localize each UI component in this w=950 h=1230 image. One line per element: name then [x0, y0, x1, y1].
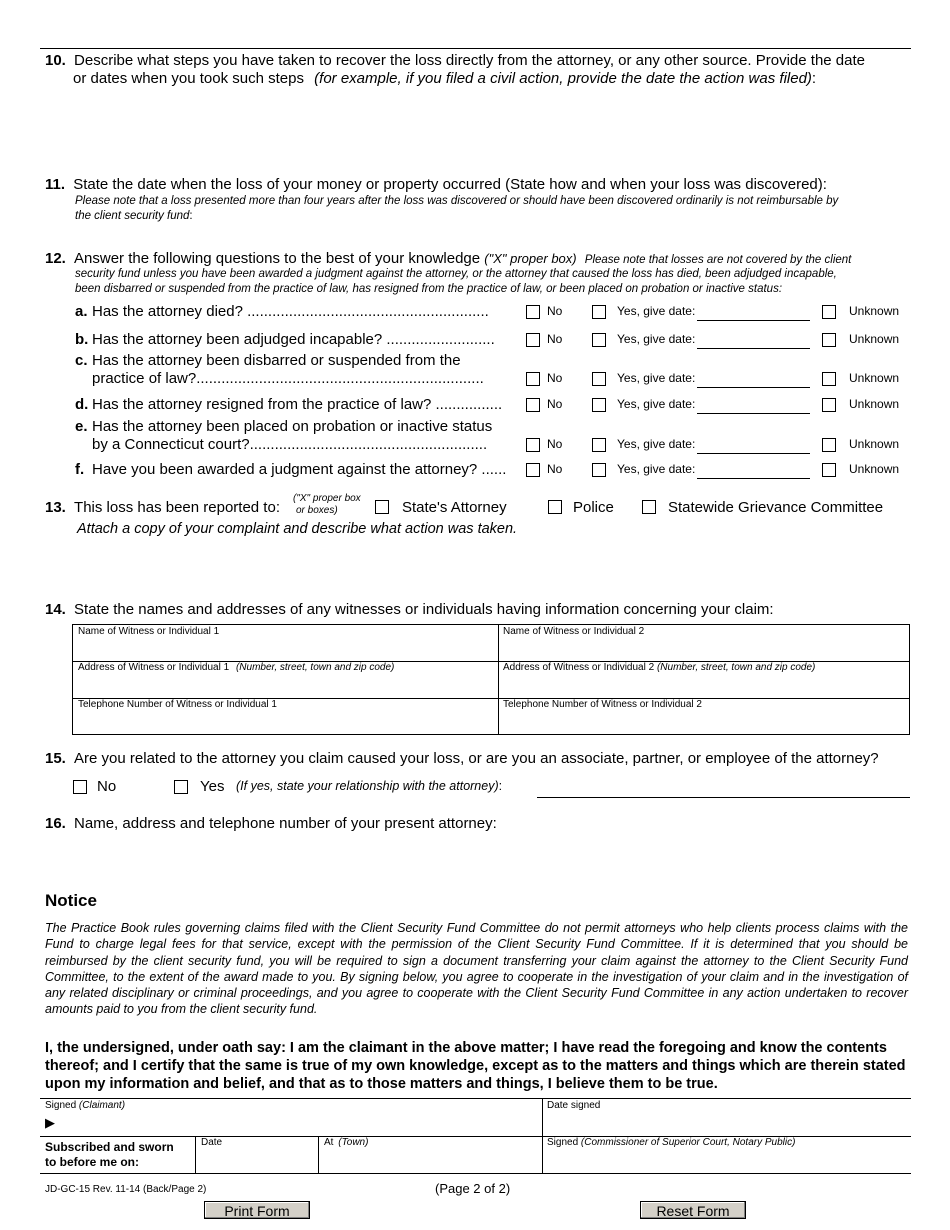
q13-states-attorney-label: State's Attorney — [402, 499, 507, 516]
q12-date-input[interactable] — [697, 477, 810, 479]
q16-number: 16. — [45, 815, 66, 832]
claimant-signature-input[interactable] — [60, 1112, 538, 1134]
q12-note — [75, 267, 925, 297]
print-form-button[interactable]: Print Form — [204, 1201, 310, 1219]
q15-no-label: No — [97, 778, 117, 795]
q12-note-c: been disbarred or suspended from the practice of law, has resigned from the practice of law, or been placed on probation or inactive status: — [75, 283, 783, 295]
question-11 — [45, 176, 915, 194]
q12-item-letter: f. — [75, 461, 85, 478]
witness-addr-1-text: Address of Witness or Individual 1 — [78, 662, 230, 673]
q13-grievance-label: Statewide Grievance Committee — [668, 499, 884, 516]
q12-no-label: No — [547, 371, 563, 385]
q12-unknown-label: Unknown — [849, 371, 900, 385]
q12-number: 12. — [45, 250, 66, 267]
q12-yes-label: Yes, give date: — [617, 462, 696, 476]
sig-bottom-rule — [40, 1173, 911, 1174]
q12-item-letter: a. — [75, 303, 88, 320]
q15-yes-label: Yes — [200, 778, 225, 795]
town-text: (Town) — [338, 1137, 369, 1148]
q10-colon: : — [811, 70, 817, 87]
q12-yes-checkbox[interactable] — [592, 463, 606, 477]
q13-police-label: Police — [573, 499, 614, 516]
question-15 — [45, 750, 879, 768]
date-signed-input[interactable] — [546, 1112, 906, 1134]
q12-date-input[interactable] — [697, 347, 810, 349]
q10-text2a: or dates when you took such steps — [73, 70, 304, 87]
q12-no-label: No — [547, 397, 563, 411]
q11-note — [75, 194, 915, 224]
commissioner-signature-input[interactable] — [546, 1150, 906, 1171]
q14-text: State the names and addresses of any witnesses or individuals having information concerning your claim: — [74, 601, 774, 618]
q12-item-question: Has the attorney resigned from the practice of law? ................ — [92, 396, 503, 413]
q12-unknown-checkbox[interactable] — [822, 305, 836, 319]
witness-divider-v — [498, 625, 499, 735]
subscribed-line2: to before me on: — [45, 1155, 140, 1169]
signed-claimant-label — [45, 1100, 125, 1111]
q12-proper-box: ("X" proper box) — [484, 251, 577, 266]
q13-states-attorney-checkbox[interactable] — [375, 500, 389, 514]
witness-addr-2-text: Address of Witness or Individual 2 — [503, 662, 655, 673]
form-id: JD-GC-15 Rev. 11-14 (Back/Page 2) — [45, 1184, 207, 1195]
q15-text: Are you related to the attorney you claim caused your loss, or are you an associate, partner, or employee of the attorney? — [74, 750, 879, 767]
witness-addr-2-input[interactable] — [501, 675, 907, 695]
q12-date-input[interactable] — [697, 319, 810, 321]
sig-divider-town — [318, 1136, 319, 1174]
q12-no-checkbox[interactable] — [526, 333, 540, 347]
q12-yes-label: Yes, give date: — [617, 304, 696, 318]
sig-divider-main — [542, 1098, 543, 1174]
q12-unknown-label: Unknown — [849, 304, 900, 318]
q12-item-letter: b. — [75, 331, 89, 348]
q12-item-letter: c. — [75, 352, 88, 369]
q12-yes-checkbox[interactable] — [592, 305, 606, 319]
witness-addr-1-input[interactable] — [75, 675, 495, 695]
q16-text: Name, address and telephone number of your present attorney: — [74, 815, 497, 832]
q15-relationship-input[interactable] — [537, 796, 910, 798]
q12-item-question-cont: by a Connecticut court?......................................................... — [92, 436, 488, 453]
q12-yes-label: Yes, give date: — [617, 371, 696, 385]
q13-hint1: ("X" proper box — [293, 493, 361, 504]
reset-form-button[interactable]: Reset Form — [640, 1201, 746, 1219]
sworn-town-input[interactable] — [321, 1150, 539, 1171]
witness-table — [72, 624, 910, 735]
q12-date-input[interactable] — [697, 452, 810, 454]
witness-name-1-input[interactable] — [75, 639, 495, 659]
witness-tel-1-label: Telephone Number of Witness or Individual 1 — [78, 699, 277, 710]
sworn-date-label: Date — [201, 1137, 223, 1148]
q13-police-checkbox[interactable] — [548, 500, 562, 514]
q12-date-input[interactable] — [697, 412, 810, 414]
q13-grievance-checkbox[interactable] — [642, 500, 656, 514]
claimant-text: (Claimant) — [78, 1100, 126, 1111]
question-16 — [45, 815, 497, 833]
question-13 — [45, 499, 280, 517]
q15-no-checkbox[interactable] — [73, 780, 87, 794]
q12-yes-checkbox[interactable] — [592, 372, 606, 386]
q12-item-question: Has the attorney been placed on probation or inactive status — [92, 418, 493, 435]
sig-divider-date — [195, 1136, 196, 1174]
q12-note-a: Please note that losses are not covered by the client — [584, 254, 852, 266]
q12-no-label: No — [547, 304, 563, 318]
q15-yes-checkbox[interactable] — [174, 780, 188, 794]
q12-yes-checkbox[interactable] — [592, 333, 606, 347]
witness-addr-2-hint: (Number, street, town and zip code) — [656, 662, 816, 673]
q11-note1: Please note that a loss presented more than four years after the loss was discovered or should have been discovered ordinarily is not reimbursable by — [75, 195, 839, 207]
sig-top-rule — [40, 1098, 911, 1099]
notice-body: The Practice Book rules governing claims filed with the Client Security Fund Committee do not permit attorneys who help clients process claims with the Fund to charge legal fees for that service, except with the permission of the Client Security Fund Committee. If it is determined that you should be reimbursed by the client security fund, you will be required to sign a document transferring your claim against the attorney to the Client Security Fund Committee, to the extent of the award made to you. By signing below, you agree to cooperate in the investigation of your claim and in the investigation of any related disciplinary or criminal proceedings, and you agree to cooperate with the Client Security Fund Committee in any action undertaken to recover amounts paid to you from the client security fund. — [45, 921, 908, 1017]
q12-no-label: No — [547, 462, 563, 476]
q15-hint-text: (If yes, state your relationship with the attorney) — [236, 779, 499, 793]
witness-name-2-input[interactable] — [501, 639, 907, 659]
q12-item-question: Has the attorney died? .......................................................... — [92, 303, 489, 320]
signature-arrow-icon: ▶ — [45, 1115, 55, 1130]
q11-note2: the client security fund — [75, 210, 190, 222]
q12-item-letter: e. — [75, 418, 88, 435]
q10-text2b: (for example, if you filed a civil action, provide the date the action was filed) — [314, 70, 812, 87]
q12-unknown-checkbox[interactable] — [822, 463, 836, 477]
notice-title: Notice — [45, 891, 97, 910]
date-signed-label: Date signed — [547, 1100, 601, 1111]
top-rule — [40, 48, 911, 49]
q12-yes-label: Yes, give date: — [617, 437, 696, 451]
page-number: (Page 2 of 2) — [435, 1181, 511, 1196]
witness-tel-2-label: Telephone Number of Witness or Individual 2 — [503, 699, 702, 710]
q12-no-label: No — [547, 332, 563, 346]
question-10-line2 — [73, 70, 923, 88]
q12-item-question: Has the attorney been disbarred or suspended from the — [92, 352, 461, 369]
witness-name-1-label: Name of Witness or Individual 1 — [78, 626, 220, 637]
commissioner-text: (Commissioner of Superior Court, Notary Public) — [580, 1137, 796, 1148]
q12-yes-checkbox[interactable] — [592, 438, 606, 452]
sworn-town-label — [324, 1137, 368, 1148]
q11-note2-colon: : — [189, 210, 193, 222]
q12-unknown-label: Unknown — [849, 332, 900, 346]
witness-tel-1-input[interactable] — [75, 712, 495, 732]
q14-number: 14. — [45, 601, 66, 618]
q12-no-label: No — [547, 437, 563, 451]
q12-unknown-label: Unknown — [849, 397, 900, 411]
oath-statement: I, the undersigned, under oath say: I am the claimant in the above matter; I have read the foregoing and know the contents thereof; and I certify that the same is true of my own knowledge, except as to the matters and things which are therein stated upon my information and belief, and that as to those matters and things, I believe them to be true. — [45, 1040, 906, 1092]
q11-text: State the date when the loss of your money or property occurred (State how and when your loss was discovered): — [73, 176, 827, 193]
witness-addr-2-label — [503, 662, 815, 673]
q12-yes-label: Yes, give date: — [617, 397, 696, 411]
witness-name-2-label: Name of Witness or Individual 2 — [503, 626, 645, 637]
q15-hint — [236, 779, 502, 793]
signed2-text: Signed — [547, 1137, 579, 1148]
q12-unknown-checkbox[interactable] — [822, 333, 836, 347]
q13-attach: Attach a copy of your complaint and describe what action was taken. — [77, 521, 518, 537]
q12-unknown-label: Unknown — [849, 462, 900, 476]
commissioner-label — [547, 1137, 795, 1148]
q12-note-b: security fund unless you have been awarded a judgment against the attorney, or the attorney that caused the loss has died, been adjudged incapable, — [75, 268, 837, 280]
q12-unknown-checkbox[interactable] — [822, 372, 836, 386]
q12-date-input[interactable] — [697, 386, 810, 388]
witness-addr-1-label — [78, 662, 394, 673]
q12-no-checkbox[interactable] — [526, 398, 540, 412]
q12-no-checkbox[interactable] — [526, 463, 540, 477]
q12-no-checkbox[interactable] — [526, 372, 540, 386]
sworn-date-input[interactable] — [198, 1150, 314, 1171]
q12-no-checkbox[interactable] — [526, 305, 540, 319]
witness-addr-1-hint: (Number, street, town and zip code) — [235, 662, 395, 673]
q13-hint2: or boxes) — [296, 505, 338, 516]
signature-block — [40, 1098, 911, 1174]
q15-number: 15. — [45, 750, 66, 767]
q12-item-question: Has the attorney been adjudged incapable? .......................... — [92, 331, 495, 348]
q15-hint-colon: : — [498, 779, 503, 793]
q12-item-question: Have you been awarded a judgment against the attorney? ...... — [92, 461, 507, 478]
q13-hint — [293, 493, 361, 517]
q12-item-question-cont: practice of law?..................................................................... — [92, 370, 484, 387]
q12-text: Answer the following questions to the best of your knowledge — [74, 250, 481, 267]
q10-number: 10. — [45, 52, 66, 69]
q13-text: This loss has been reported to: — [74, 499, 280, 516]
q12-unknown-checkbox[interactable] — [822, 398, 836, 412]
signed-text: Signed — [45, 1100, 77, 1111]
q12-no-checkbox[interactable] — [526, 438, 540, 452]
subscribed-line1: Subscribed and sworn — [45, 1140, 174, 1154]
subscribed-label — [45, 1140, 174, 1170]
question-10 — [45, 52, 915, 70]
q12-unknown-label: Unknown — [849, 437, 900, 451]
q12-item-letter: d. — [75, 396, 89, 413]
witness-tel-2-input[interactable] — [501, 712, 907, 732]
q12-yes-checkbox[interactable] — [592, 398, 606, 412]
q12-unknown-checkbox[interactable] — [822, 438, 836, 452]
q12-yes-label: Yes, give date: — [617, 332, 696, 346]
at-text: At — [324, 1137, 334, 1148]
q13-number: 13. — [45, 499, 66, 516]
q10-text1: Describe what steps you have taken to recover the loss directly from the attorney, or any other source. Provide the date — [74, 52, 865, 69]
q11-number: 11. — [45, 176, 66, 193]
question-14 — [45, 601, 774, 619]
